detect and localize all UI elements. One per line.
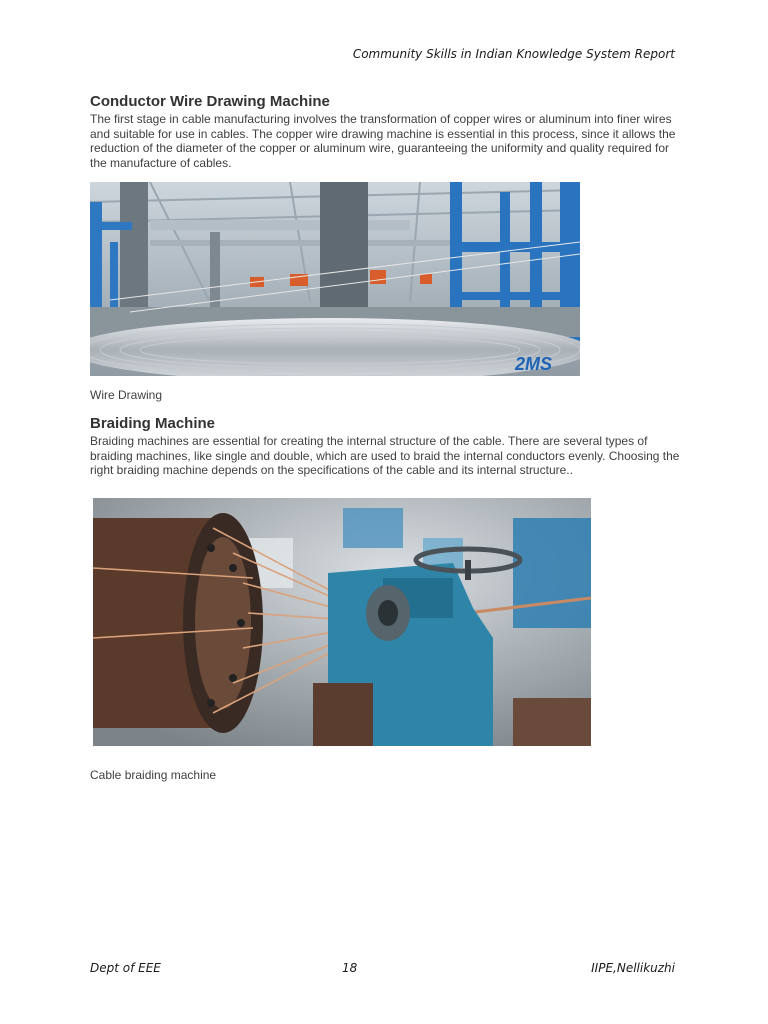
section-body-wire-drawing: The first stage in cable manufacturing involves the transformation of copper wires or aluminum into finer wires and suitable for use in cables. The copper wire drawing machine is essential in this process, since it allows the reduction of the diameter of the copper or aluminum wire, guaranteeing the uniformity and quality required for the manufacture of cables. — [90, 112, 676, 170]
section-body-braiding: Braiding machines are essential for creating the internal structure of the cable. There are several types of braiding machines, like single and double, which are used to braid the internal conductors evenly. Choosing the right braiding machine depends on the specifications of the cable and its internal structure.. — [90, 434, 680, 477]
wire-drawing-photo — [90, 182, 580, 376]
image-watermark: 2MS — [515, 354, 553, 374]
footer-department: Dept of EEE — [90, 961, 161, 975]
section-heading-braiding: Braiding Machine — [90, 415, 216, 432]
section-heading-wire-drawing: Conductor Wire Drawing Machine — [90, 93, 330, 110]
caption-braiding: Cable braiding machine — [90, 768, 217, 782]
footer-institution: IIPE,Nellikuzhi — [591, 961, 675, 975]
caption-wire-drawing: Wire Drawing — [90, 388, 163, 402]
braiding-machine-photo — [93, 498, 591, 746]
footer-page-number: 18 — [342, 961, 358, 975]
page-header-title: Community Skills in Indian Knowledge System Report — [352, 47, 675, 61]
